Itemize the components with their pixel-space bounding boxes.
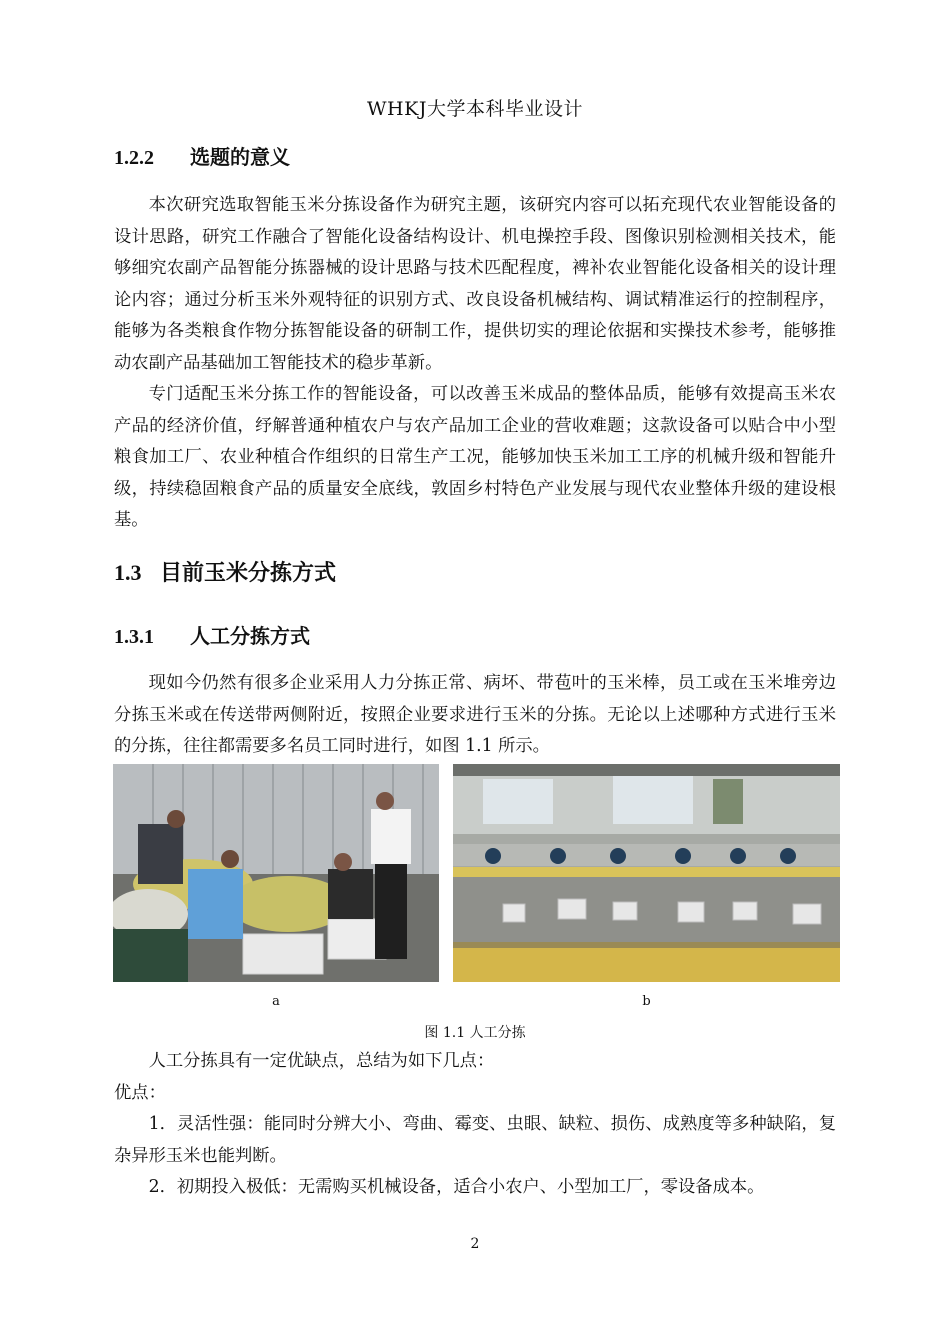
section-title: 目前玉米分拣方式 bbox=[160, 561, 337, 586]
section-number: 1.3.1 bbox=[114, 626, 154, 648]
paragraph: 本次研究选取智能玉米分拣设备作为研究主题，该研究内容可以拓充现代农业智能设备的设计思路，研究工作融合了智能化设备结构设计、机电操控手段、图像识别检测相关技术，能够细究农副产品智能分拣器械的设计思路与技术匹配程度，裨补农业智能化设备相关的设计理论内容；通过分析玉米外观特征的识别方式、改良设备机械结构、调试精准运行的控制程序，能够为各类粮食作物分拣智能设备的研制工作，提供切实的理论依据和实操技术参考，能够推动农副产品基础加工智能技术的稳步革新。 bbox=[114, 195, 836, 373]
section-title: 选题的意义 bbox=[190, 145, 290, 169]
paragraph: 专门适配玉米分拣工作的智能设备，可以改善玉米成品的整体品质，能够有效提高玉米农产品的经济价值，纾解普通种植农户与农产品加工企业的营收难题；这款设备可以贴合中小型粮食加工厂、农业种植合作组织的日常生产工况，能够加快玉米加工工序的机械升级和智能升级，持续稳固粮食产品的质量安全底线，敦固乡村特色产业发展与现代农业整体升级的建设根基。 bbox=[114, 384, 836, 530]
body-text-manual-sorting bbox=[114, 668, 836, 763]
section-number: 1.3 bbox=[114, 560, 142, 585]
photo-b-image bbox=[453, 764, 840, 982]
photo-conveyor-sorting-line bbox=[453, 764, 840, 982]
photo-a-image bbox=[113, 764, 439, 982]
paragraph: 人工分拣具有一定优缺点，总结为如下几点： bbox=[148, 1051, 495, 1071]
advantages-label: 优点： bbox=[114, 1082, 166, 1103]
body-text-significance bbox=[114, 190, 836, 537]
paragraph: 现如今仍然有很多企业采用人力分拣正常、病坏、带苞叶的玉米棒，员工或在玉米堆旁边分拣玉米或在传送带两侧附近，按照企业要求进行玉米的分拣。无论以上述哪种方式进行玉米的分拣，往往都需要多名员工同时进行，如图 1.1 所示。 bbox=[114, 673, 836, 756]
figure-label-a: a bbox=[272, 994, 280, 1009]
photo-manual-sorting-pile bbox=[113, 764, 439, 982]
advantage-item: 2．初期投入极低：无需购买机械设备，适合小农户、小型加工厂，零设备成本。 bbox=[148, 1177, 765, 1197]
section-heading-1-3-1 bbox=[114, 620, 310, 649]
page-number: 2 bbox=[470, 1236, 480, 1252]
figure-label-b: b bbox=[642, 994, 651, 1009]
section-title: 人工分拣方式 bbox=[190, 624, 310, 648]
section-number: 1.2.2 bbox=[114, 147, 154, 169]
section-heading-1-3 bbox=[114, 556, 336, 587]
figure-caption: 图 1.1 人工分拣 bbox=[424, 1025, 526, 1041]
page-header: WHKJ大学本科毕业设计 bbox=[367, 98, 583, 120]
body-text-pros bbox=[114, 1046, 836, 1204]
advantage-item: 1．灵活性强：能同时分辨大小、弯曲、霉变、虫眼、缺粒、损伤、成熟度等多种缺陷，复杂异形玉米也能判断。 bbox=[114, 1114, 836, 1166]
section-heading-1-2-2 bbox=[114, 141, 290, 170]
